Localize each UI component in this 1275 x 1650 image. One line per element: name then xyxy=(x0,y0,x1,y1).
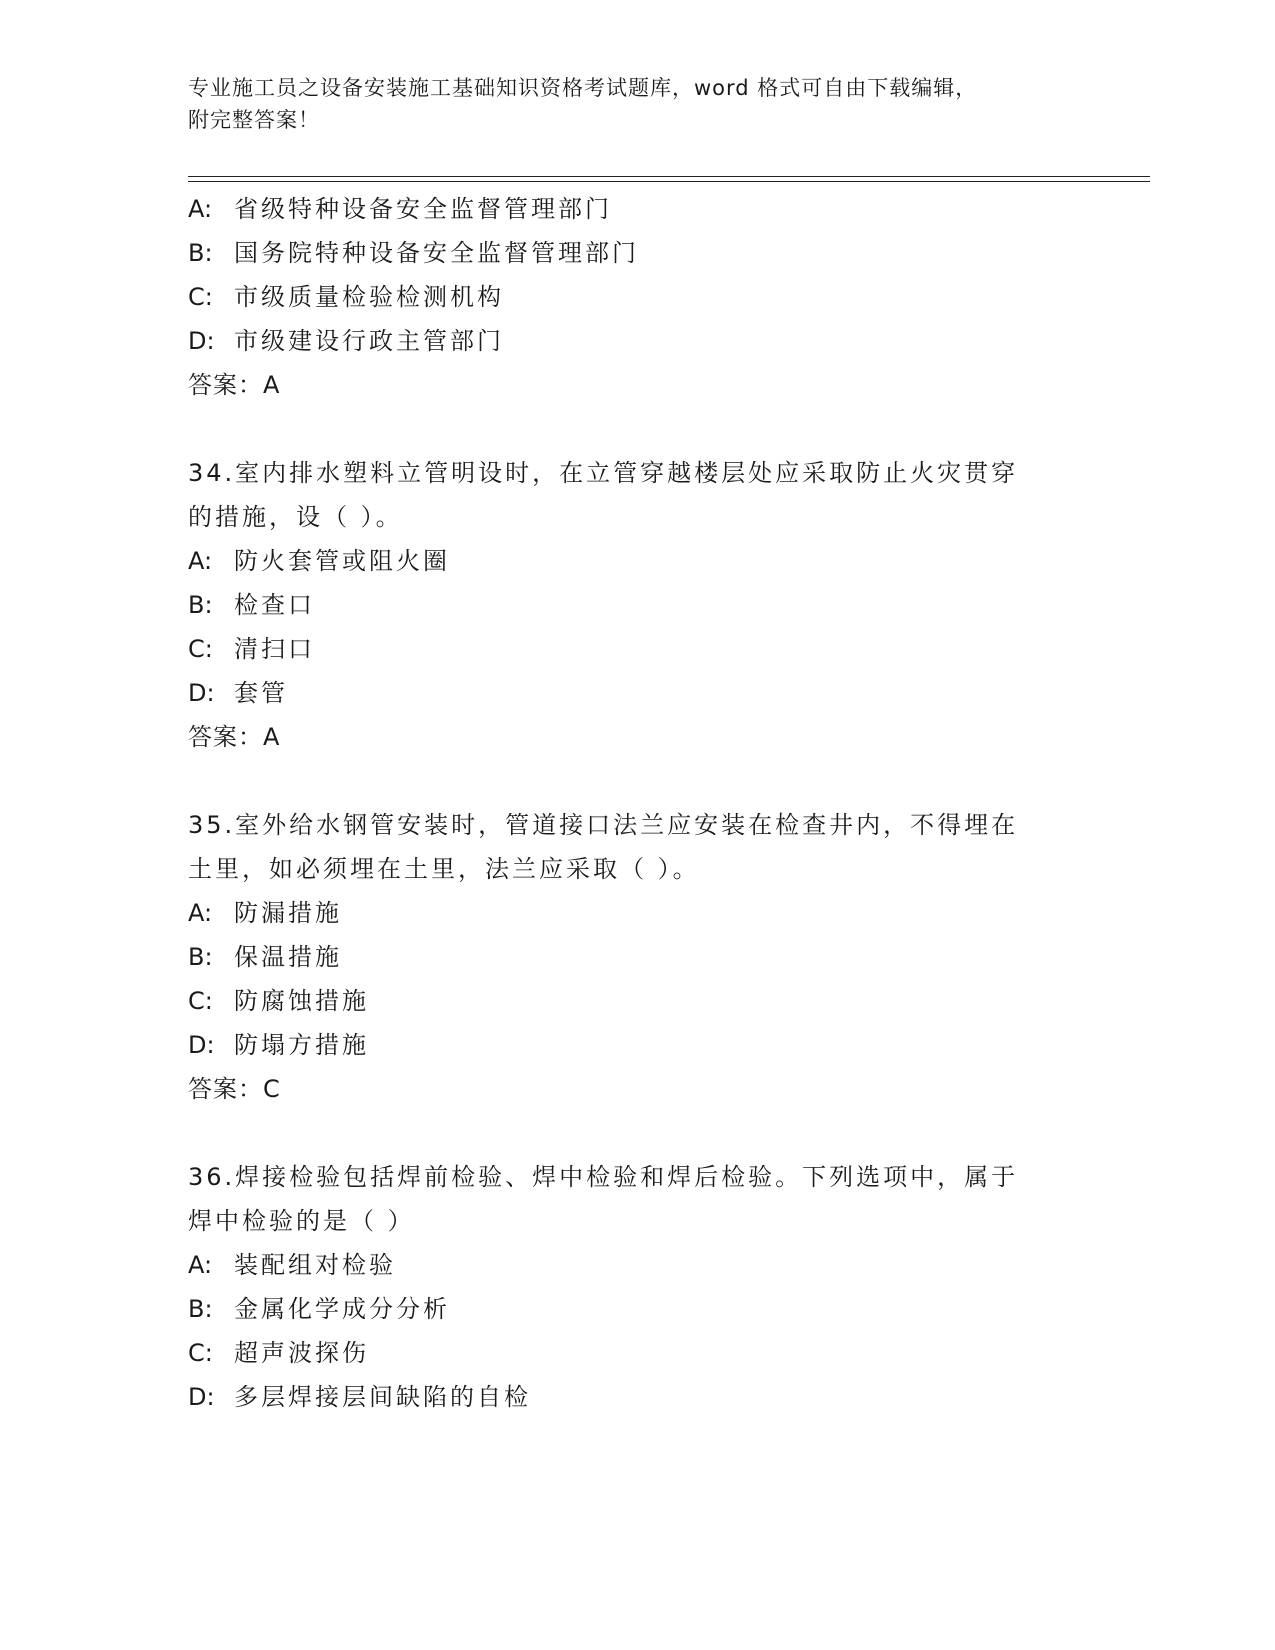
q35-option-c xyxy=(188,986,369,1016)
q33-answer: 答案：A xyxy=(188,371,281,399)
option-letter: B: xyxy=(188,591,213,619)
q33-option-c xyxy=(188,282,504,312)
q34-option-a xyxy=(188,546,450,576)
q36-stem-line-1: 36.焊接检验包括焊前检验、焊中检验和焊后检验。下列选项中，属于 xyxy=(188,1163,1019,1191)
q35-option-b xyxy=(188,942,342,972)
header-divider-top xyxy=(188,176,1150,177)
option-text: 省级特种设备安全监督管理部门 xyxy=(234,195,612,223)
q36-stem-line-2: 焊中检验的是（ ） xyxy=(188,1207,415,1235)
option-text: 防塌方措施 xyxy=(234,1031,369,1059)
option-letter: C: xyxy=(188,1339,213,1367)
option-letter: A: xyxy=(188,195,213,223)
q35-stem-line-1: 35.室外给水钢管安装时，管道接口法兰应安装在检查井内，不得埋在 xyxy=(188,811,1019,839)
option-text: 防火套管或阻火圈 xyxy=(234,547,450,575)
option-text: 超声波探伤 xyxy=(234,1339,369,1367)
option-text: 市级质量检验检测机构 xyxy=(234,283,504,311)
header-divider-bottom xyxy=(188,181,1150,182)
q34-stem-line-2: 的措施，设（ ）。 xyxy=(188,503,403,531)
option-text: 套管 xyxy=(234,679,288,707)
q36-option-c xyxy=(188,1338,369,1368)
header-line-2: 附完整答案！ xyxy=(188,108,320,132)
option-letter: B: xyxy=(188,1295,213,1323)
option-letter: B: xyxy=(188,239,213,267)
option-letter: A: xyxy=(188,1251,213,1279)
option-letter: A: xyxy=(188,547,213,575)
q33-option-a xyxy=(188,194,612,224)
q35-stem-line-2: 土里，如必须埋在土里，法兰应采取（ ）。 xyxy=(188,855,700,883)
q34-option-d xyxy=(188,678,288,708)
q35-option-d xyxy=(188,1030,369,1060)
option-letter: C: xyxy=(188,635,213,663)
q34-stem-line-1: 34.室内排水塑料立管明设时，在立管穿越楼层处应采取防止火灾贯穿 xyxy=(188,459,1019,487)
q35-answer: 答案：C xyxy=(188,1075,281,1103)
option-letter: D: xyxy=(188,327,215,355)
option-text: 检查口 xyxy=(234,591,315,619)
option-text: 金属化学成分分析 xyxy=(234,1295,450,1323)
q36-option-b xyxy=(188,1294,450,1324)
document-header xyxy=(188,72,1088,136)
option-text: 防腐蚀措施 xyxy=(234,987,369,1015)
q36-option-d xyxy=(188,1382,531,1412)
option-letter: C: xyxy=(188,987,213,1015)
option-text: 防漏措施 xyxy=(234,899,342,927)
option-letter: D: xyxy=(188,1383,215,1411)
q34-option-c xyxy=(188,634,315,664)
q36-option-a xyxy=(188,1250,396,1280)
option-text: 多层焊接层间缺陷的自检 xyxy=(234,1383,531,1411)
option-letter: D: xyxy=(188,1031,215,1059)
q33-option-d xyxy=(188,326,504,356)
option-text: 装配组对检验 xyxy=(234,1251,396,1279)
option-text: 市级建设行政主管部门 xyxy=(234,327,504,355)
q33-option-b xyxy=(188,238,639,268)
option-letter: C: xyxy=(188,283,213,311)
q34-answer: 答案：A xyxy=(188,723,281,751)
q35-option-a xyxy=(188,898,342,928)
header-line-1: 专业施工员之设备安装施工基础知识资格考试题库，word 格式可自由下载编辑， xyxy=(188,76,978,100)
option-text: 清扫口 xyxy=(234,635,315,663)
option-text: 保温措施 xyxy=(234,943,342,971)
option-letter: A: xyxy=(188,899,213,927)
option-text: 国务院特种设备安全监督管理部门 xyxy=(234,239,639,267)
option-letter: D: xyxy=(188,679,215,707)
q34-option-b xyxy=(188,590,315,620)
option-letter: B: xyxy=(188,943,213,971)
